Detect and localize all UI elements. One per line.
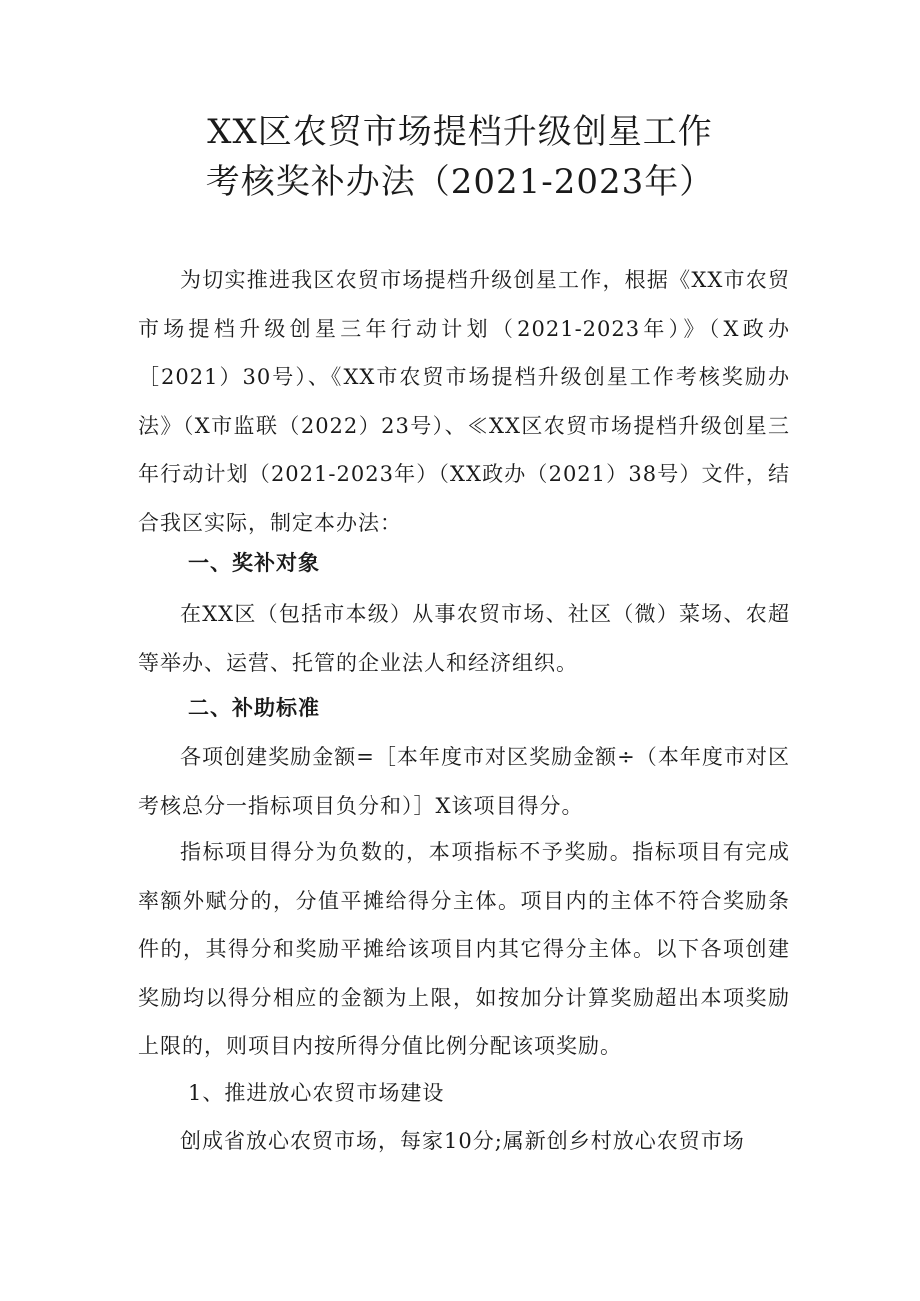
document-title-line-2: 考核奖补办法（2021-2023年） <box>205 162 715 202</box>
section-recipients-text: 在XX区（包括市本级）从事农贸市场、社区（微）菜场、农超等举办、运营、托管的企业法人和经济组织。 <box>138 602 790 675</box>
document-title-line-1: XX区农贸市场提档升级创星工作 <box>207 112 713 152</box>
rules-paragraph <box>138 828 790 1071</box>
item-1-paragraph <box>138 1117 790 1166</box>
rules-text: 指标项目得分为负数的，本项指标不予奖励。指标项目有完成率额外赋分的，分值平摊给得分主体。项目内的主体不符合奖励条件的，其得分和奖励平摊给该项目内其它得分主体。以下各项创建奖励均以得分相应的金额为上限，如按加分计算奖励超出本项奖励上限的，则项目内按所得分值比例分配该项奖励。 <box>138 840 790 1058</box>
section-heading-standards: 二、补助标准 <box>188 696 320 720</box>
section-recipients-paragraph <box>138 590 790 687</box>
intro-paragraph <box>138 256 790 547</box>
formula-text: 各项创建奖励金额=［本年度市对区奖励金额÷（本年度市对区考核总分一指标项目负分和）］X该项目得分。 <box>138 745 790 818</box>
item-1-text: 创成省放心农贸市场，每家10分;属新创乡村放心农贸市场 <box>180 1129 745 1153</box>
item-heading-1: 1、推进放心农贸市场建设 <box>188 1081 445 1105</box>
intro-text: 为切实推进我区农贸市场提档升级创星工作，根据《XX市农贸市场提档升级创星三年行动计划（2021-2023年）》（X政办［2021）30号）、《XX市农贸市场提档升级创星工作考核奖励办法》（X市监联（2022）23号）、≪XX区农贸市场提档升级创星三年行动计划（2021-2023年）（XX政办（2021）38号）文件，结合我区实际，制定本办法： <box>138 268 790 535</box>
section-heading-recipients: 一、奖补对象 <box>188 551 320 575</box>
formula-paragraph <box>138 733 790 830</box>
